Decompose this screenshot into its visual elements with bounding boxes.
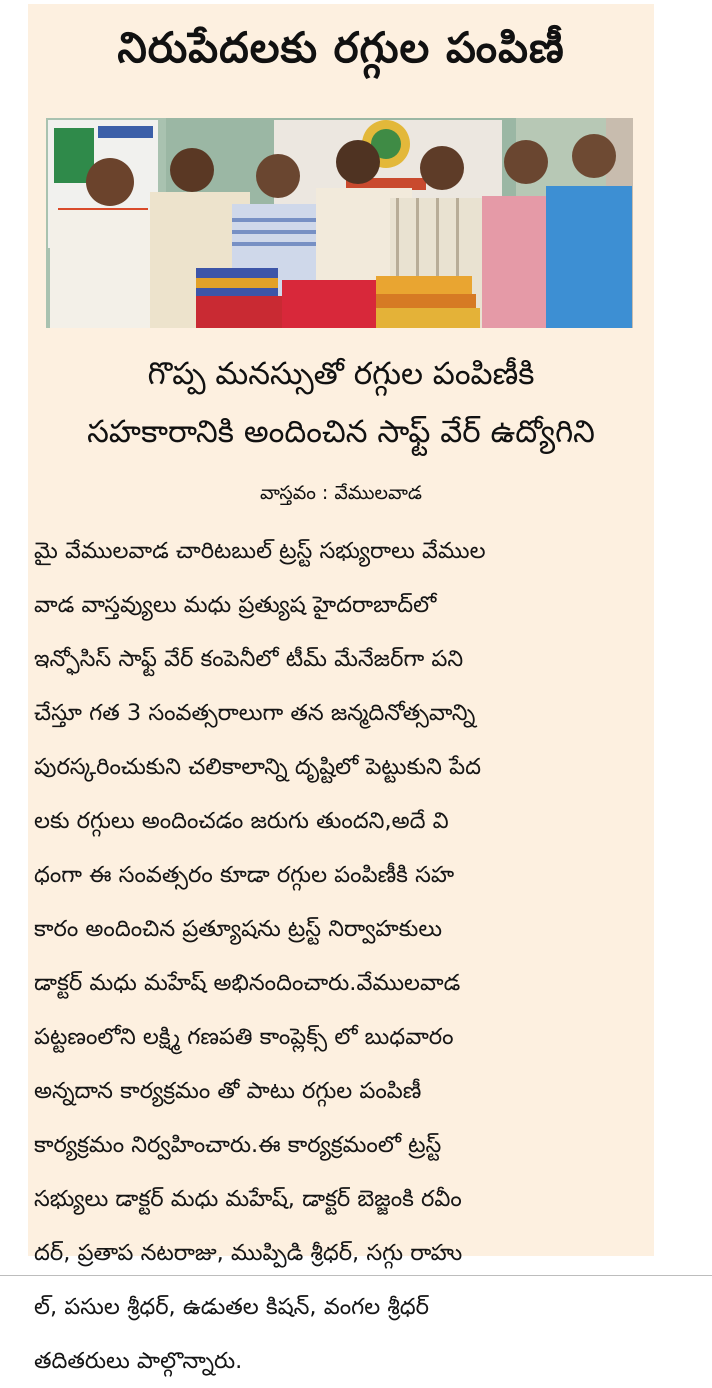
body-line: పురస్కరించుకుని చలికాలాన్ని దృష్టిలో పెట్టుకుని పేద <box>34 754 481 780</box>
group-photo-icon <box>46 118 633 328</box>
subheadline-line-2: సహకారానికి అందించిన సాఫ్ట్ వేర్ ఉద్యోగిని <box>87 414 595 450</box>
dateline: వాస్తవం : వేములవాడ <box>260 482 422 504</box>
subheadline-line-1: గొప్ప మనస్సుతో రగ్గుల పంపిణీకి <box>147 356 535 392</box>
body-line: వాడ వాస్తవ్యులు మధు ప్రత్యుష హైదరాబాద్‌లో <box>34 592 437 618</box>
body-line: తదితరులు పాల్గొన్నారు. <box>34 1348 243 1374</box>
body-line: సభ్యులు డాక్టర్ మధు మహేష్, డాక్టర్ బెజ్జంకి రవీం <box>34 1186 462 1212</box>
body-line: ల్, పసుల శ్రీధర్, ఉడుతల కిషన్, వంగల శ్రీధర్ <box>34 1294 429 1320</box>
bottom-divider <box>0 1275 712 1276</box>
body-line: డాక్టర్ మధు మహేష్ అభినందించారు.వేములవాడ <box>34 970 461 996</box>
body-line: లకు రగ్గులు అందించడం జరుగు తుందని,అదే వి <box>34 808 449 834</box>
body-line: ధంగా ఈ సంవత్సరం కూడా రగ్గుల పంపిణీకి సహ <box>34 862 455 888</box>
body-line: మై వేములవాడ చారిటబుల్ ట్రస్ట్ సభ్యురాలు వేముల <box>34 538 486 564</box>
body-line: అన్నదాన కార్యక్రమం తో పాటు రగ్గుల పంపిణీ <box>34 1078 422 1104</box>
body-line: కారం అందించిన ప్రత్యూషను ట్రస్ట్ నిర్వాహకులు <box>34 916 443 942</box>
body-line: కార్యక్రమం నిర్వహించారు.ఈ కార్యక్రమంలో ట్రస్ట్ <box>34 1132 442 1158</box>
body-line: దర్, ప్రతాప నటరాజు, ముప్పిడి శ్రీధర్, సగ్గు రాహు <box>34 1240 463 1266</box>
body-line: ఇన్ఫోసిస్ సాఫ్ట్ వేర్ కంపెనీలో టీమ్ మేనేజర్‌గా పని <box>34 646 464 672</box>
body-line: పట్టణంలోని లక్ష్మి గణపతి కాంప్లెక్స్ లో బుధవారం <box>34 1024 454 1050</box>
headline: నిరుపేదలకు రగ్గుల పంపిణీ <box>117 23 565 72</box>
body-line: చేస్తూ గత 3 సంవత్సరాలుగా తన జన్మదినోత్సవాన్ని <box>34 700 476 726</box>
news-photo <box>46 118 633 328</box>
newspaper-clipping <box>28 4 654 1374</box>
article-body <box>34 524 646 1388</box>
